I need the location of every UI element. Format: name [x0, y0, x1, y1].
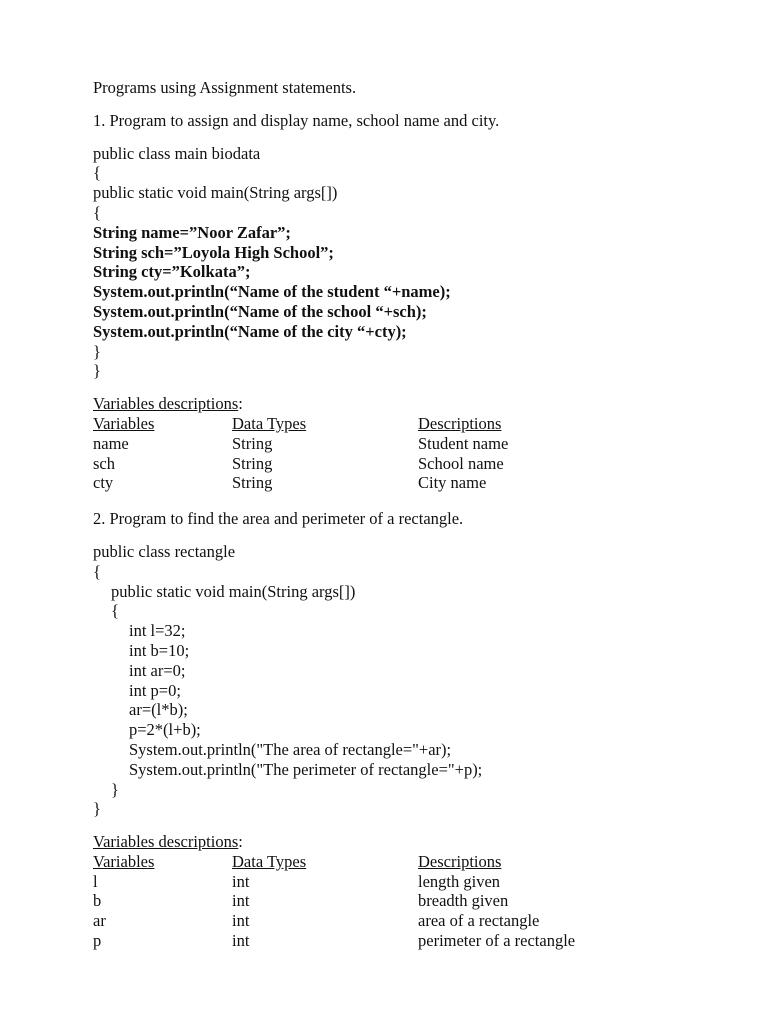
code-line: String sch=”Loyola High School”;	[93, 242, 334, 262]
code-line: {	[93, 561, 101, 581]
table-row	[93, 454, 653, 474]
table-cell: sch	[93, 453, 115, 473]
vars-title-colon: :	[238, 832, 243, 852]
code-line: public class rectangle	[93, 541, 236, 561]
section2-code-block	[93, 542, 733, 819]
table-header-cell: Descriptions	[418, 413, 502, 433]
code-line: public class main biodata	[93, 143, 261, 163]
section1-code-block	[93, 144, 733, 382]
section2-variables-table	[93, 852, 653, 951]
code-line: String name=”Noor Zafar”;	[93, 222, 291, 242]
table-header-cell: Variables	[93, 413, 155, 433]
table-row	[93, 891, 653, 911]
table-cell: name	[93, 433, 129, 453]
table-cell: area of a rectangle	[418, 911, 540, 931]
table-row	[93, 911, 653, 931]
table-header-cell: Variables	[93, 851, 155, 871]
table-cell: String	[232, 473, 273, 493]
table-cell: length given	[418, 871, 501, 891]
code-line: {	[93, 202, 101, 222]
table-cell: perimeter of a rectangle	[418, 931, 576, 951]
code-line: {	[111, 601, 119, 621]
table-cell: String	[232, 453, 273, 473]
code-line: System.out.println(“Name of the school “+sch);	[93, 301, 427, 321]
code-line: System.out.println("The perimeter of rectangle="+p);	[129, 759, 483, 779]
table-cell: int	[232, 891, 250, 911]
code-line: }	[93, 341, 101, 361]
vars-title-colon: :	[238, 394, 243, 414]
vars-title-text: Variables descriptions	[93, 394, 239, 414]
table-row	[93, 434, 653, 454]
section1-title: 1. Program to assign and display name, school name and city.	[93, 110, 500, 130]
table-row	[93, 931, 653, 951]
code-line: }	[93, 799, 101, 819]
section1-variables-table	[93, 414, 653, 493]
code-line: String cty=”Kolkata”;	[93, 262, 251, 282]
code-line: public static void main(String args[])	[111, 581, 356, 601]
code-line: System.out.println("The area of rectangle="+ar);	[129, 739, 452, 759]
document-page	[93, 78, 733, 951]
code-line: p=2*(l+b);	[129, 720, 201, 740]
table-row	[93, 473, 653, 493]
table-cell: l	[93, 871, 98, 891]
table-cell: breadth given	[418, 891, 509, 911]
code-line: System.out.println(“Name of the city “+cty);	[93, 321, 407, 341]
code-line: System.out.println(“Name of the student “+name);	[93, 282, 451, 302]
table-cell: String	[232, 433, 273, 453]
table-header-cell: Descriptions	[418, 851, 502, 871]
table-header-row	[93, 414, 653, 434]
table-cell: City name	[418, 473, 487, 493]
code-line: {	[93, 163, 101, 183]
table-cell: cty	[93, 473, 114, 493]
code-line: int p=0;	[129, 680, 181, 700]
code-line: int b=10;	[129, 640, 190, 660]
vars-title-text: Variables descriptions	[93, 832, 239, 852]
section1-vars-title	[93, 394, 733, 414]
code-line: public static void main(String args[])	[93, 183, 338, 203]
table-cell: int	[232, 931, 250, 951]
code-line: int ar=0;	[129, 660, 186, 680]
code-line: }	[111, 779, 119, 799]
section2-title: 2. Program to find the area and perimeter of a rectangle.	[93, 509, 464, 529]
table-cell: int	[232, 911, 250, 931]
table-header-cell: Data Types	[232, 413, 307, 433]
table-header-row	[93, 852, 653, 872]
table-row	[93, 872, 653, 892]
table-cell: Student name	[418, 433, 509, 453]
table-cell: School name	[418, 453, 504, 473]
table-cell: ar	[93, 911, 106, 931]
code-line: ar=(l*b);	[129, 700, 188, 720]
table-header-cell: Data Types	[232, 851, 307, 871]
code-line: }	[93, 361, 101, 381]
section2-vars-title	[93, 832, 733, 852]
table-cell: int	[232, 871, 250, 891]
table-cell: p	[93, 931, 102, 951]
code-line: int l=32;	[129, 621, 186, 641]
document-heading: Programs using Assignment statements.	[93, 78, 357, 97]
table-cell: b	[93, 891, 102, 911]
